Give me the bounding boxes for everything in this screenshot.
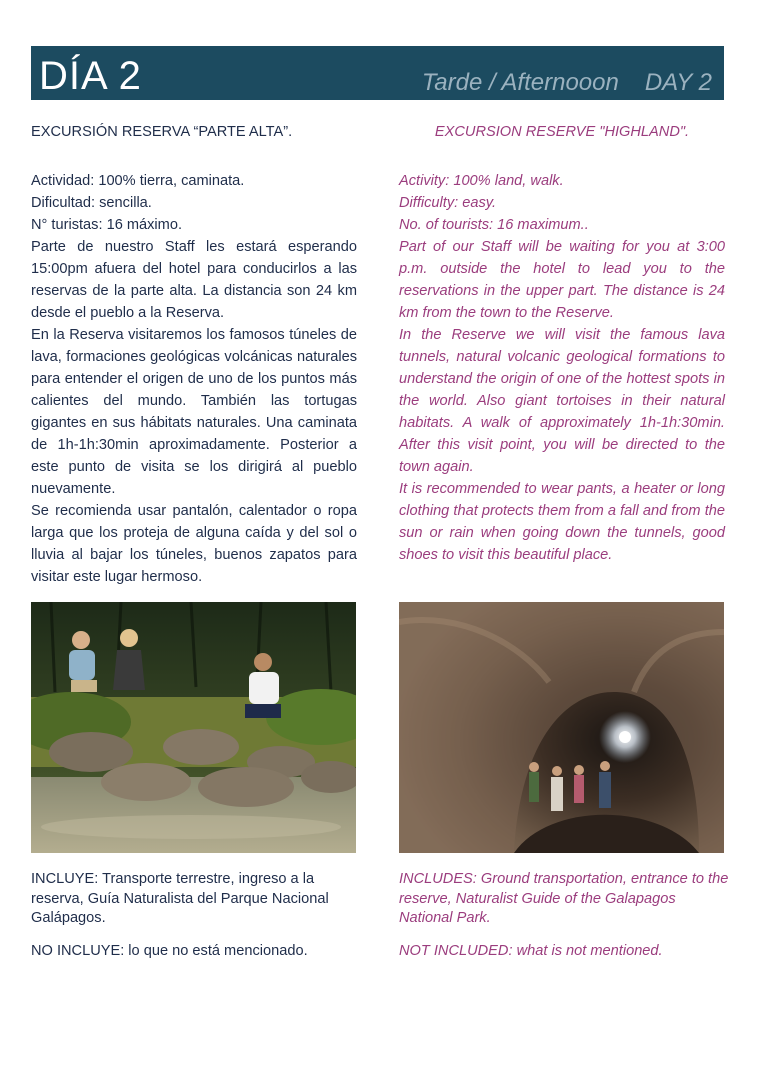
subtitle-period: Tarde / Afternooon bbox=[421, 69, 619, 96]
spanish-paragraph-staff: Parte de nuestro Staff les estará esperando 15:00pm afuera del hotel para conducirlos a las reservas de la parte alta. La distancia son 24 km desde el pueblo a la Reserva. bbox=[31, 239, 357, 321]
english-heading: EXCURSION RESERVE "HIGHLAND". bbox=[434, 124, 690, 140]
day-title: DÍA 2 bbox=[39, 54, 142, 98]
english-column bbox=[399, 121, 725, 566]
spanish-includes: INCLUYE: Transporte terrestre, ingreso a la reserva, Guía Naturalista del Parque Nacional Galápagos. bbox=[31, 871, 329, 926]
english-captions bbox=[399, 870, 729, 974]
day-subtitle bbox=[422, 68, 712, 98]
tortoises-photo bbox=[31, 602, 356, 853]
spanish-activity: Actividad: 100% tierra, caminata. bbox=[31, 173, 245, 189]
english-paragraph-recommendation: It is recommended to wear pants, a heater or long clothing that protects them from a fall and from the sun or rain when going down the tunnels, good shoes to visit this beautiful place. bbox=[399, 481, 725, 563]
spanish-paragraph-recommendation: Se recomienda usar pantalón, calentador o ropa larga que los proteja de alguna caída y del sol o lluvia al bajar los túneles, buenos zapatos para visitar este lugar hermoso. bbox=[31, 503, 357, 585]
lava-tunnel-photo bbox=[399, 602, 724, 853]
spanish-not-included: NO INCLUYE: lo que no está mencionado. bbox=[31, 942, 308, 959]
spanish-difficulty: Dificultad: sencilla. bbox=[31, 195, 152, 211]
spanish-tourists: N° turistas: 16 máximo. bbox=[31, 217, 183, 233]
english-difficulty: Difficulty: easy. bbox=[399, 195, 497, 211]
spanish-column bbox=[31, 121, 357, 588]
spanish-heading: EXCURSIÓN RESERVA “PARTE ALTA”. bbox=[31, 124, 293, 140]
english-tourists: No. of tourists: 16 maximum.. bbox=[399, 217, 589, 233]
subtitle-day: DAY 2 bbox=[644, 69, 712, 96]
english-includes: INCLUDES: Ground transportation, entrance to the reserve, Naturalist Guide of the Galapagos National Park. bbox=[399, 871, 729, 926]
english-activity: Activity: 100% land, walk. bbox=[399, 173, 564, 189]
spanish-captions bbox=[31, 870, 361, 974]
english-not-included: NOT INCLUDED: what is not mentioned. bbox=[399, 942, 663, 959]
spanish-paragraph-reserve: En la Reserva visitaremos los famosos túneles de lava, formaciones geológicas volcánicas naturales para entender el origen de uno de los puntos más calientes del mundo. También las tortugas gigantes en sus hábitats naturales. Una caminata de 1h-1h:30min aproximadamente. Posterior a este punto de visita se los dirigirá al pueblo nuevamente. bbox=[31, 327, 357, 497]
day-header bbox=[31, 46, 724, 100]
english-paragraph-staff: Part of our Staff will be waiting for you at 3:00 p.m. outside the hotel to lead you to the reservations in the upper part. The distance is 24 km from the town to the Reserve. bbox=[399, 239, 725, 321]
english-paragraph-reserve: In the Reserve we will visit the famous lava tunnels, natural volcanic geological formations to understand the origin of one of the hottest spots in the world. Also giant tortoises in their natural habitats. A walk of approximately 1h-1h:30min. After this visit point, you will be directed to the town again. bbox=[399, 327, 725, 475]
